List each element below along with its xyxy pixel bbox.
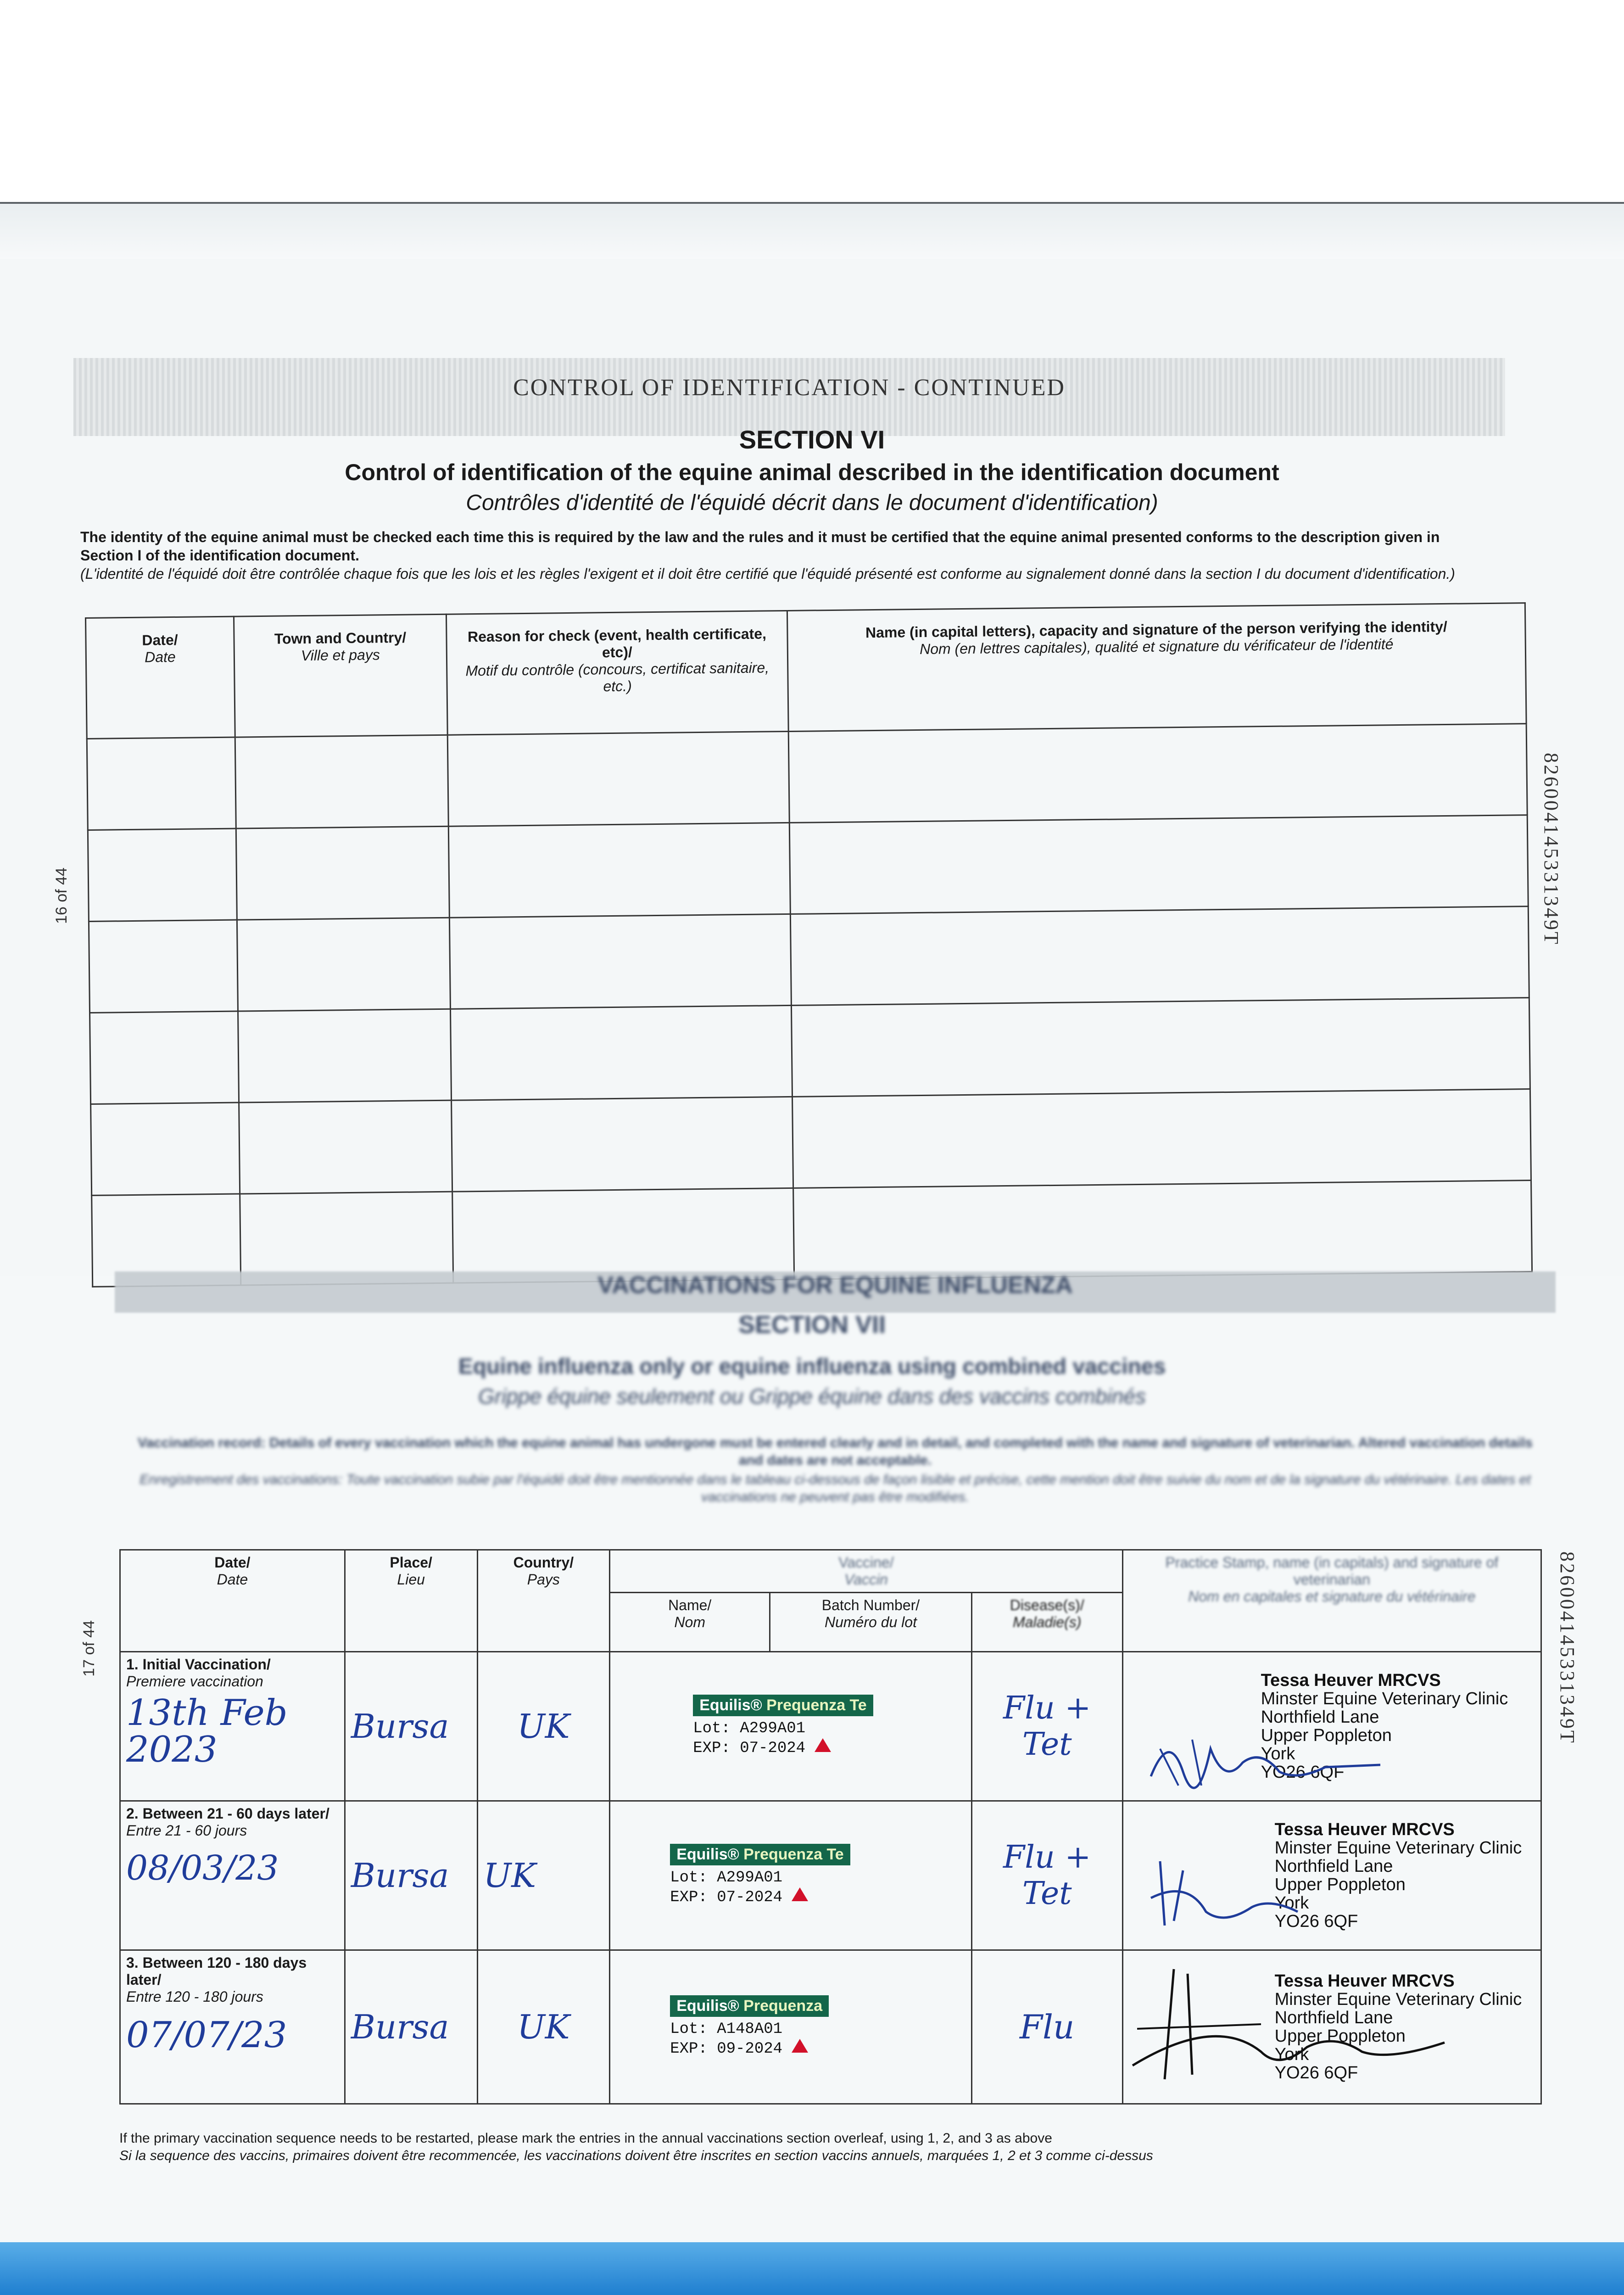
sticker-tab-icon	[792, 1887, 808, 1901]
table-header-row	[86, 603, 1527, 739]
country-handwritten: UK	[477, 1801, 610, 1950]
section-title-2: Equine influenza only or equine influenza using combined vaccines	[458, 1355, 1166, 1379]
section-number: SECTION VI	[739, 425, 885, 454]
table-row	[88, 815, 1528, 922]
expiry: EXP: 07-2024	[670, 1889, 783, 1906]
place-handwritten: Bursa	[345, 1950, 477, 2104]
footnote-en: If the primary vaccination sequence needs to be restarted, please mark the entries in the annual vaccinations section overleaf, using 1, 2, and 3 as above	[119, 2131, 1052, 2146]
table-row	[120, 1652, 1541, 1801]
row-label-fr: Entre 120 - 180 jours	[126, 1988, 263, 2005]
intro-en: The identity of the equine animal must be checked each time this is required by the law and the rules and it must be certified that the equine animal presented conforms to the description given in Section I of the identification document.	[80, 529, 1440, 564]
col-town: Town and Country/ Ville et pays	[234, 614, 447, 737]
col-date: Date/ Date	[120, 1550, 345, 1652]
banner-title: CONTROL OF IDENTIFICATION - CONTINUED	[513, 375, 1066, 401]
row-label-fr: Premiere vaccination	[126, 1673, 263, 1690]
footnote	[119, 2130, 1542, 2165]
col-reason: Reason for check (event, health certificate, etc)/ Motif du contrôle (concours, certificat sanitaire, etc.)	[446, 610, 788, 735]
row-date-cell	[120, 1652, 345, 1801]
date-handwritten: 13th Feb 2023	[126, 1692, 288, 1770]
page-number-17: 17 of 44	[80, 1620, 98, 1677]
section-intro	[80, 528, 1489, 583]
disease-handwritten: Flu	[971, 1950, 1122, 2104]
vet-stamp: Tessa Heuver MRCVS Minster Equine Veterinary Clinic Northfield Lane Upper Poppleton York YO26 6QF	[1122, 1801, 1541, 1950]
sticker-tab-icon	[815, 1738, 831, 1752]
section-title: Control of identification of the equine animal described in the identification document	[345, 459, 1279, 485]
sticker-label: Equilis® Prequenza	[670, 1995, 829, 2017]
signature	[1123, 1960, 1454, 2088]
sticker-label: Equilis® Prequenza Te	[670, 1844, 850, 1865]
vet-stamp: Tessa Heuver MRCVS Minster Equine Veterinary Clinic Northfield Lane Upper Poppleton York YO26 6QF	[1122, 1652, 1541, 1801]
vaccine-sticker	[610, 1950, 972, 2104]
table-row	[87, 724, 1527, 830]
vaccination-table	[119, 1549, 1542, 2105]
row-label: 2. Between 21 - 60 days later/	[126, 1805, 329, 1822]
col-country: Country/ Pays	[477, 1550, 610, 1652]
signature	[1133, 1852, 1307, 1930]
country-handwritten: UK	[477, 1950, 610, 2104]
row-label-fr: Entre 21 - 60 jours	[126, 1822, 247, 1839]
col-vet-stamp: Practice Stamp, name (in capitals) and signature of veterinarian Nom en capitales et signature du vétérinaire	[1122, 1550, 1541, 1652]
vaccination-intro-fr: Enregistrement des vaccinations: Toute vaccination subie par l'équidé doit être mentionnée dans le tableau ci-dessous de façon lisible et précise, cette mention doit être suivie du nom et de la signature du vétérinaire. Les dates et vaccinations ne peuvent pas être modifiées.	[140, 1472, 1531, 1505]
col-date: Date/ Date	[86, 616, 235, 739]
row-label: 1. Initial Vaccination/	[126, 1656, 271, 1673]
banner-title-2: VACCINATIONS FOR EQUINE INFLUENZA	[597, 1272, 1073, 1299]
ueln-16: 826004145331349T	[1540, 753, 1563, 946]
section-number-2: SECTION VII	[738, 1311, 886, 1338]
table-row	[90, 998, 1530, 1104]
page-top-edge	[0, 202, 1624, 259]
col-disease: Disease(s)/ Maladie(s)	[971, 1593, 1122, 1652]
expiry: EXP: 09-2024	[670, 2040, 783, 2058]
vaccination-intro: Vaccination record: Details of every vaccination which the equine animal has undergone must be entered clearly and in detail, and completed with the name and signature of veterinarian. Altered vaccination details and dates are not acceptable.	[138, 1435, 1533, 1468]
signature	[1133, 1721, 1390, 1790]
table-row	[120, 1950, 1541, 2104]
date-handwritten: 08/03/23	[126, 1848, 279, 1888]
sticker-label: Equilis® Prequenza Te	[693, 1695, 873, 1716]
place-handwritten: Bursa	[345, 1801, 477, 1950]
footnote-fr: Si la sequence des vaccins, primaires doivent être recommencée, les vaccinations doivent être inscrites en section vaccins annuels, marquées 1, 2 et 3 comme ci-dessus	[119, 2148, 1153, 2163]
table-row	[92, 1181, 1532, 1287]
row-label: 3. Between 120 - 180 days later/	[126, 1954, 307, 1988]
vaccine-sticker	[610, 1801, 972, 1950]
ueln-17: 826004145331349T	[1556, 1551, 1579, 1745]
identity-check-table	[85, 602, 1533, 1287]
country-handwritten: UK	[477, 1652, 610, 1801]
col-vaccine-name: Name/ Nom	[610, 1593, 770, 1652]
col-vaccine: Vaccine/ Vaccin	[610, 1550, 1122, 1593]
col-batch: Batch Number/ Numéro du lot	[770, 1593, 972, 1652]
lot-number: Lot: A299A01	[693, 1720, 806, 1737]
place-handwritten: Bursa	[345, 1652, 477, 1801]
scanner-edge	[0, 2242, 1624, 2295]
lot-number: Lot: A299A01	[670, 1869, 783, 1886]
row-date-cell	[120, 1801, 345, 1950]
col-place: Place/ Lieu	[345, 1550, 477, 1652]
row-date-cell	[120, 1950, 345, 2104]
lot-number: Lot: A148A01	[670, 2021, 783, 2038]
table-row	[89, 907, 1529, 1013]
table-row	[91, 1089, 1531, 1196]
vet-stamp: Tessa Heuver MRCVS Minster Equine Veterinary Clinic Northfield Lane Upper Poppleton York YO26 6QF	[1122, 1950, 1541, 2104]
disease-handwritten: Flu + Tet	[971, 1652, 1122, 1801]
date-handwritten: 07/07/23	[126, 2015, 287, 2056]
table-row	[120, 1801, 1541, 1950]
sticker-tab-icon	[792, 2039, 808, 2053]
section-title-fr: Contrôles d'identité de l'équidé décrit dans le document d'identification)	[466, 491, 1158, 515]
vaccine-sticker	[610, 1652, 972, 1801]
page-number-16: 16 of 44	[53, 868, 70, 924]
intro-fr: (L'identité de l'équidé doit être contrôlée chaque fois que les lois et les règles l'exigent et il doit être certifié que l'équidé présenté est conforme au signalement donné dans la section I du document d'identification.)	[80, 565, 1455, 582]
col-verifier: Name (in capital letters), capacity and signature of the person verifying the identity/ Nom (en lettres capitales), qualité et signature du vérificateur de l'identité	[787, 603, 1526, 732]
expiry: EXP: 07-2024	[693, 1740, 806, 1757]
section-title-fr-2: Grippe équine seulement ou Grippe équine dans des vaccins combinés	[478, 1384, 1146, 1408]
disease-handwritten: Flu + Tet	[971, 1801, 1122, 1950]
table-header-row	[120, 1550, 1541, 1593]
